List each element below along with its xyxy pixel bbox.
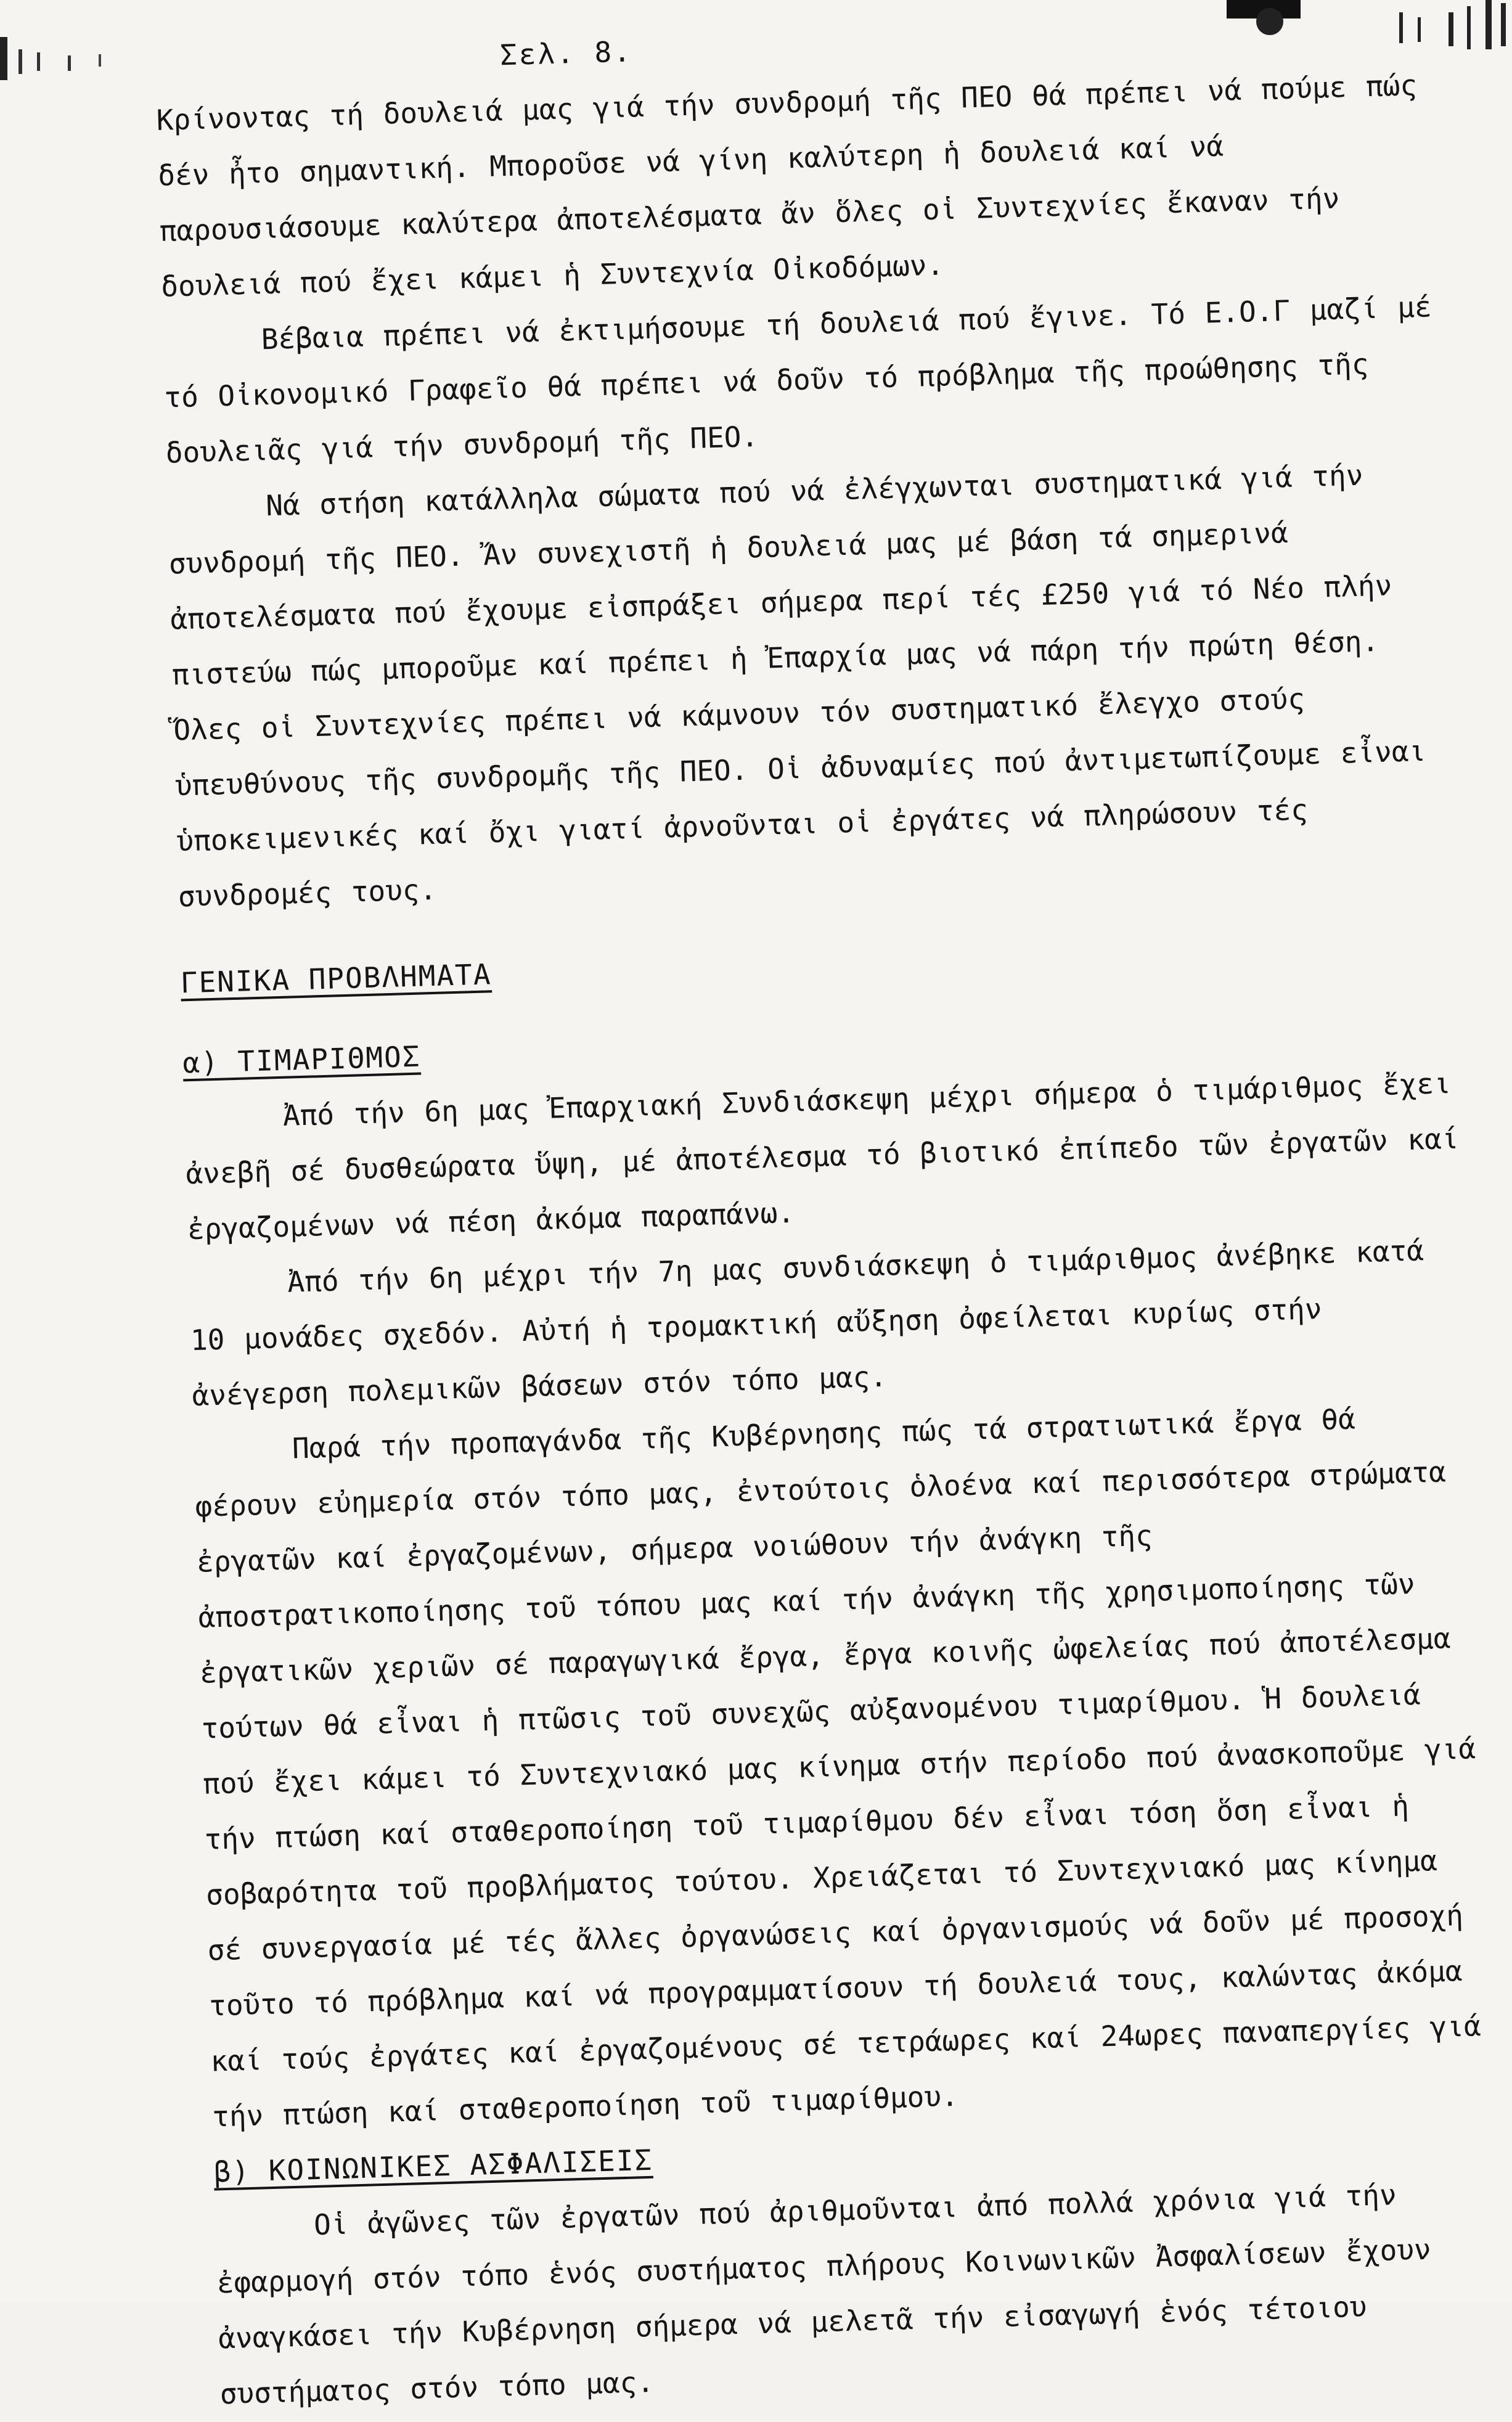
scan-mark xyxy=(1485,0,1492,49)
paragraph-subscription-control: Νά στήση κατάλληλα σώματα πού νά ἐλέγχωνται συστηματικά γιά τήν συνδρομή τῆς ΠΕΟ. Ἄν συνεχιστῆ ἡ δουλειά μας μέ βάση τά σημερινά ἀποτελέσματα πού ἔχουμε εἰσπράξει σήμερα περί τές £250 γιά τό Νέο πλήν πιστεύω πώς μποροῦμε καί πρέπει ἡ Ἐπαρχία μας νά πάρη τήν πρώτη θέση. Ὅλες οἱ Συντεχνίες πρέπει νά κάμνουν τόν συστηματικό ἔλεγχο στούς ὑπευθύνους τῆς συνδρομῆς τῆς ΠΕΟ. Οἱ ἀδυναμίες πού ἀντιμετωπίζουμε εἶναι ὑποκειμενικές καί ὄχι γιατί ἀρνοῦνται οἱ ἐργάτες νά πληρώσουν τές συνδρομές τους. xyxy=(168,458,1426,914)
paragraph-subscription-review: Κρίνοντας τή δουλειά μας γιά τήν συνδρομή τῆς ΠΕΟ θά πρέπει νά πούμε πώς δέν ἦτο σημαντική. Μποροῦσε νά γίνη καλύτερη ἡ δουλειά καί νά παρουσιάσουμε καλύτερα ἀποτελέσματα ἄν ὅλες οἱ Συντεχνίες ἔκαναν τήν δουλειά πού ἔχει κάμει ἡ Συντεχνία Οἰκοδόμων. xyxy=(156,68,1418,303)
subsection-title-social-insurance: β) ΚΟΙΝΩΝΙΚΕΣ ΑΣΦΑΛΙΣΕΙΣ xyxy=(213,2143,653,2189)
paragraph-social-insurance: Οἱ ἀγῶνες τῶν ἐργατῶν πού ἀριθμοῦνται ἀπό πολλά χρόνια γιά τήν ἐφαρμογή στόν τόπο ἑνός συστήματος πλήρους Κοινωνικῶν Ἀσφαλίσεων ἔχουν ἀναγκάσει τήν Κυβέρνηση σήμερα νά μελετᾶ τήν εἰσαγωγή ἑνός τέτοιου συστήματος στόν τόπο μας. xyxy=(216,2178,1432,2411)
scan-mark xyxy=(99,54,101,67)
paragraph-cost-of-living-1: Ἀπό τήν 6η μας Ἐπαρχιακή Συνδιάσκεψη μέχρι σήμερα ὁ τιμάριθμος ἔχει ἀνεβῆ σέ δυσθεώρατα ὕψη, μέ ἀποτέλεσμα τό βιοτικό ἐπίπεδο τῶν ἐργατῶν καί ἐργαζομένων νά πέση ἀκόμα παραπάνω. xyxy=(185,1066,1460,1246)
paragraph-cost-of-living-2: Ἀπό τήν 6η μέχρι τήν 7η μας συνδιάσκεψη ὁ τιμάριθμος ἀνέβηκε κατά 10 μονάδες σχεδόν. Αὐτή ἡ τρομακτική αὔξηση ὀφείλεται κυρίως στήν ἀνέγερση πολεμικῶν βάσεων στόν τόπο μας. xyxy=(190,1234,1424,1413)
typed-letter-body xyxy=(154,1,1502,2422)
scan-mark xyxy=(1501,3,1506,46)
subsection-title-cost-of-living: α) ΤΙΜΑΡΙΘΜΟΣ xyxy=(182,1039,422,1080)
scan-mark xyxy=(1467,6,1471,49)
scan-mark xyxy=(1449,12,1453,46)
scan-mark xyxy=(68,55,71,71)
scan-mark xyxy=(37,52,40,71)
scan-mark xyxy=(0,37,7,80)
page-number-header: Σελ. 8. xyxy=(499,35,633,72)
section-title-general-problems: ΓΕΝΙΚΑ ΠΡΟΒΛΗΜΑΤΑ xyxy=(180,957,492,1000)
scan-mark xyxy=(18,49,22,74)
paragraph-cost-of-living-3: Παρά τήν προπαγάνδα τῆς Κυβέρνησης πώς τά στρατιωτικά ἔργα θά φέρουν εὐημερία στόν τόπο μας, ἐντούτοις ὁλοένα καί περισσότερα στρώματα ἐργατῶν καί ἐργαζομένων, σήμερα νοιώθουν τήν ἀνάγκη τῆς ἀποστρατικοποίησης τοῦ τόπου μας καί τήν ἀνάγκη τῆς χρησιμοποίησης τῶν ἐργατικῶν χεριῶν σέ παραγωγικά ἔργα, ἔργα κοινῆς ὠφελείας πού ἀποτέλεσμα τούτων θά εἶναι ἡ πτῶσις τοῦ συνεχῶς αὐξανομένου τιμαρίθμου. Ἡ δουλειά πού ἔχει κάμει τό Συντεχνιακό μας κίνημα στήν περίοδο πού ἀνασκοποῦμε γιά τήν πτώση καί σταθεροποίηση τοῦ τιμαρίθμου δέν εἶναι τόση ὅση εἶναι ἡ σοβαρότητα τοῦ προβλήματος τούτου. Χρειάζεται τό Συντεχνιακό μας κίνημα σέ συνεργασία μέ τές ἄλλες ὀργανώσεις καί ὀργανισμούς νά δοῦν μέ προσοχή τοῦτο τό πρόβλημα καί νά προγραμματίσουν τή δουλειά τους, καλώντας ἀκόμα καί τούς ἐργάτες καί ἐργαζομένους σέ τετράωρες καί 24ωρες παναπεργίες γιά τήν πτώση καί σταθεροποίηση τοῦ τιμαρίθμου. xyxy=(194,1402,1482,2134)
paragraph-subscription-assessment: Βέβαια πρέπει νά ἐκτιμήσουμε τή δουλειά πού ἔγινε. Τό Ε.Ο.Γ μαζί μέ τό Οἰκονομικό Γραφεῖο θά πρέπει νά δοῦν τό πρόβλημα τῆς προώθησης τῆς δουλειᾶς γιά τήν συνδρομή τῆς ΠΕΟ. xyxy=(163,290,1432,470)
